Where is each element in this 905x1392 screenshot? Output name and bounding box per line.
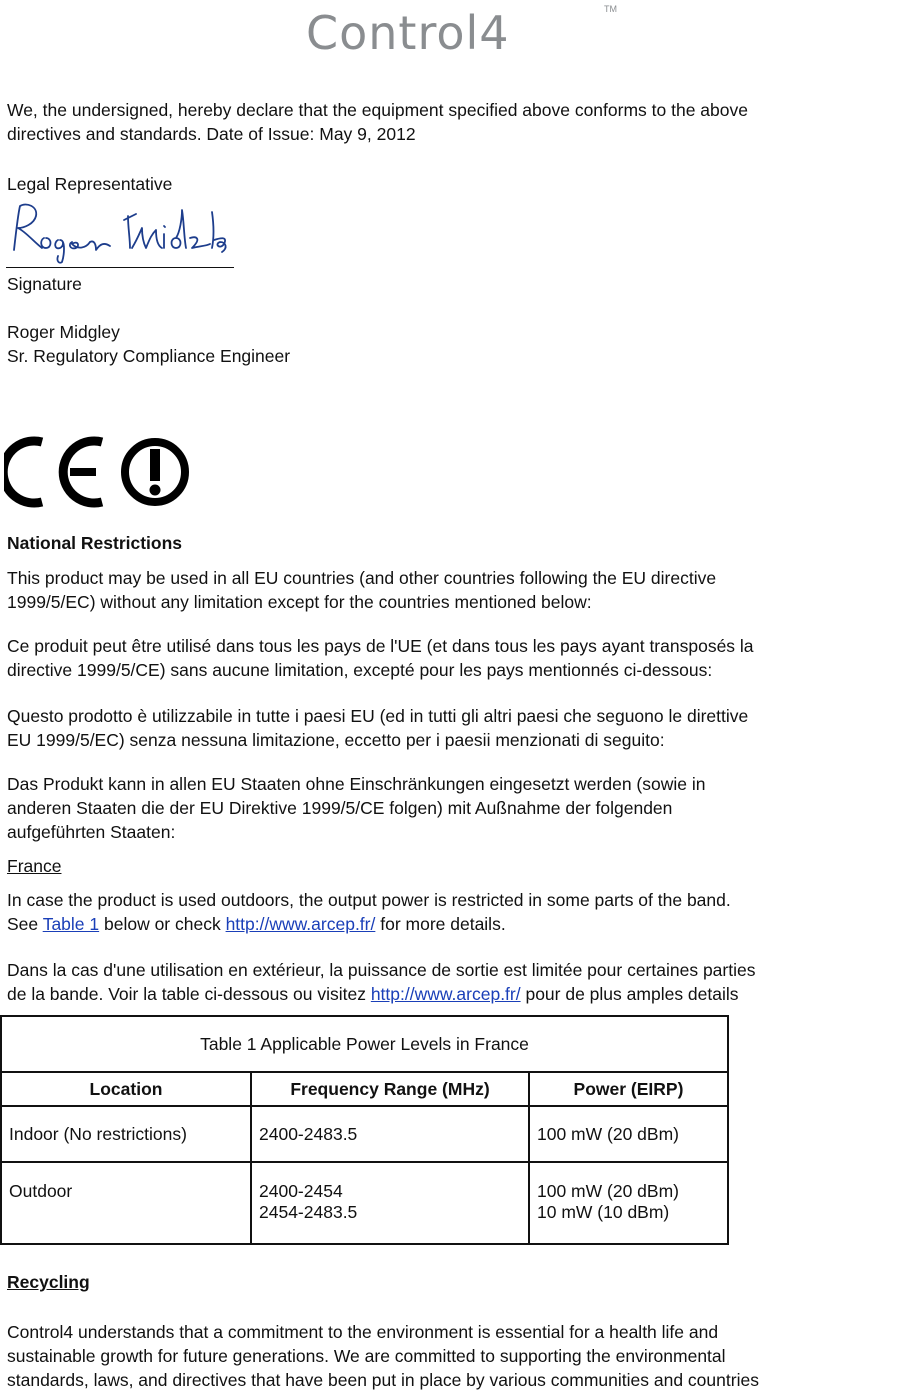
national-de-line-1: Das Produkt kann in allen EU Staaten ohne Einschränkungen eingesetzt werden (sowie in	[7, 774, 706, 794]
ce-c-mark	[4, 441, 42, 503]
control4-logo	[300, 2, 630, 70]
handwritten-signature	[6, 192, 232, 264]
recycling-heading: Recycling	[7, 1272, 90, 1292]
column-header-power: Power (EIRP)	[529, 1072, 728, 1106]
france-en-line-1: In case the product is used outdoors, the output power is restricted in some parts of the band.	[7, 890, 731, 910]
france-heading: France	[7, 856, 62, 876]
representative-name: Roger Midgley	[7, 322, 120, 342]
arcep-link[interactable]: http://www.arcep.fr/	[225, 914, 376, 934]
declaration-line-2: directives and standards. Date of Issue: May 9, 2012	[7, 124, 416, 144]
national-de-line-2: anderen Staaten die der EU Direktive 1999/5/CE folgen) mit Außnahme der folgenden	[7, 798, 673, 818]
ce-e-bar	[70, 468, 96, 476]
freq-line-1: 2400-2454	[259, 1181, 343, 1201]
power-levels-table	[0, 1015, 729, 1245]
freq-line-2: 2454-2483.5	[259, 1202, 358, 1222]
france-fr-line-1: Dans la cas d'une utilisation en extérieur, la puissance de sortie est limitée pour certaines parties	[7, 960, 756, 980]
representative-title: Sr. Regulatory Compliance Engineer	[7, 346, 291, 366]
national-it-line-2: EU 1999/5/EC) senza nessuna limitazione, eccetto per i paesii menzionati di seguito:	[7, 730, 665, 750]
national-en-line-2: 1999/5/EC) without any limitation except for the countries mentioned below:	[7, 592, 592, 612]
cell-location: Indoor (No restrictions)	[1, 1106, 251, 1162]
national-en-line-1: This product may be used in all EU countries (and other countries following the EU directive	[7, 568, 717, 588]
table-row	[1, 1162, 728, 1244]
signature-line	[6, 267, 234, 268]
arcep-link-fr[interactable]: http://www.arcep.fr/	[370, 984, 521, 1004]
national-it-line-1: Questo prodotto è utilizzabile in tutte i paesi EU (ed in tutti gli altri paesi che seguono le direttive	[7, 706, 749, 726]
recycling-line-1: Control4 understands that a commitment to the environment is essential for a health life and	[7, 1322, 719, 1342]
declaration-line-1: We, the undersigned, hereby declare that the equipment specified above conforms to the above	[7, 100, 748, 120]
table-caption: Table 1 Applicable Power Levels in France	[1, 1016, 728, 1072]
cell-frequency	[251, 1162, 529, 1244]
france-en-line-2: See Table 1 below or check http://www.arcep.fr/ for more details.	[7, 914, 506, 934]
cell-power	[529, 1162, 728, 1244]
table-1-link[interactable]: Table 1	[42, 914, 100, 934]
legal-representative-label: Legal Representative	[7, 174, 173, 194]
national-fr-line-1: Ce produit peut être utilisé dans tous les pays de l'UE (et dans tous les pays ayant transposés la	[7, 636, 754, 656]
logo-wordmark: Control4	[306, 6, 510, 60]
alert-bar	[150, 449, 160, 481]
cell-frequency: 2400-2483.5	[251, 1106, 529, 1162]
national-restrictions-heading: National Restrictions	[7, 533, 183, 553]
trademark-mark: TM	[604, 4, 617, 14]
signature-label: Signature	[7, 274, 82, 294]
column-header-location: Location	[1, 1072, 251, 1106]
national-fr-line-2: directive 1999/5/CE) sans aucune limitation, excepté pour les pays mentionnés ci-dessous:	[7, 660, 713, 680]
france-fr-line-2: de la bande. Voir la table ci-dessous ou visitez http://www.arcep.fr/ pour de plus amples details	[7, 984, 739, 1004]
alert-dot	[150, 485, 161, 496]
table-row	[1, 1106, 728, 1162]
power-line-2: 10 mW (10 dBm)	[537, 1202, 670, 1222]
cell-power: 100 mW (20 dBm)	[529, 1106, 728, 1162]
national-de-line-3: aufgeführten Staaten:	[7, 822, 176, 842]
power-line-1: 100 mW (20 dBm)	[537, 1181, 679, 1201]
cell-location: Outdoor	[1, 1162, 251, 1244]
recycling-line-2: sustainable growth for future generations. We are committed to supporting the environmental	[7, 1346, 726, 1366]
ce-alert-marks	[4, 436, 194, 508]
recycling-line-3: standards, laws, and directives that have been put in place by various communities and countries	[7, 1370, 759, 1390]
column-header-frequency: Frequency Range (MHz)	[251, 1072, 529, 1106]
